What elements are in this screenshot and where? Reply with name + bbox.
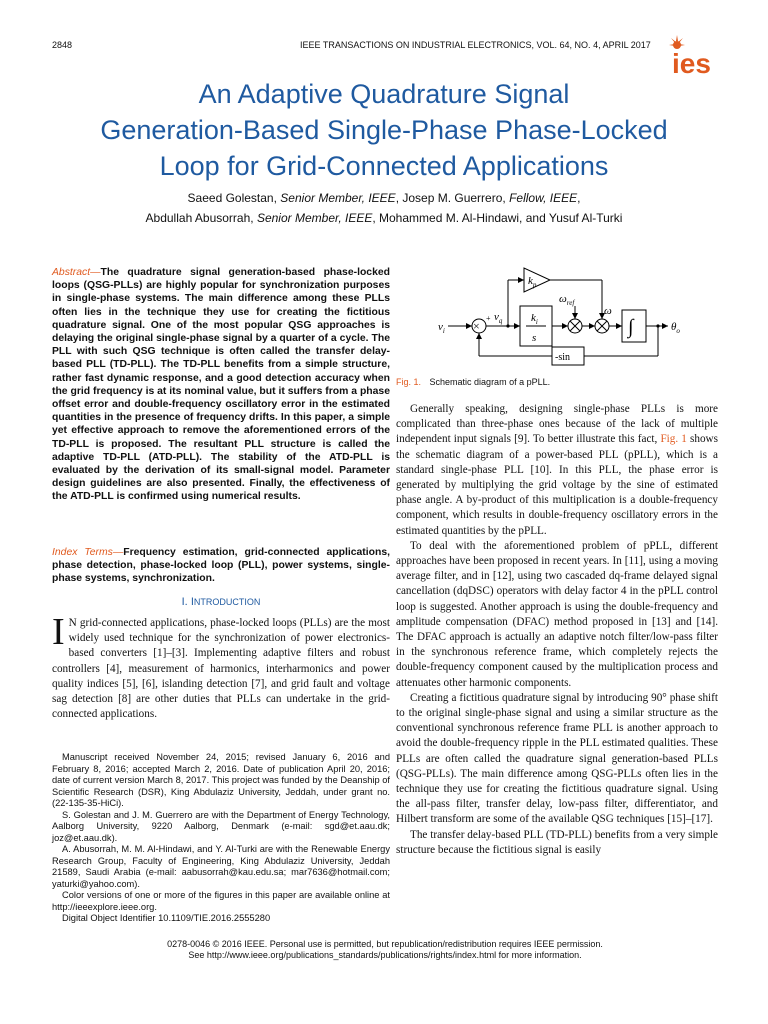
label-ki: $k_i$ [531, 312, 538, 326]
author-rest: , Mohammed M. Al-Hindawi, and Yusuf Al-Turki [372, 211, 623, 225]
paper-title [40, 76, 728, 184]
author-line-2 [40, 208, 728, 228]
author-2-role: Fellow, IEEE [509, 191, 578, 205]
author-1-role: Senior Member, IEEE [280, 191, 396, 205]
page-number: 2848 [52, 40, 73, 50]
integral-symbol: ∫ [628, 316, 634, 338]
section-heading [52, 596, 390, 608]
intro-text: N grid-connected applications, phase-locked loops (PLLs) are the most widely used technique for the synchronization of power electronics-based converters [1]–[3]. Implementing adaptive filters and robust controllers [4], measurement of harmonics, interharmonics and power quality indices [5], [6], islanding detection [7], and grid fault and voltage sag detection [8] are other duties that PLLs can undertake in the grid-connected applications. [52, 617, 390, 721]
section-numeral: I. [181, 596, 188, 608]
paragraph-2: To deal with the aforementioned problem of pPLL, different approaches have been proposed in recent years. In [11], using a moving average filter, and in [12], using two cascaded dq-frame delayed signal cancellation (dqDSC) operators with delay factor 4 in the pPLL control loop is suggested. Another approach is using the double-frequency and amplitude compensation (DFAC) method proposed in [13] and [14]. The DFAC approach is actually an adaptive notch filter/low-pass filter in the synchronous reference frame, which completely rejects the double-frequency component caused by the multiplication process and attenuates other harmonic components. [396, 539, 718, 689]
ies-logo [668, 33, 720, 77]
section-title-rest: NTRODUCTION [193, 597, 261, 607]
author-line-1 [40, 188, 728, 208]
paragraph-4: The transfer delay-based PLL (TD-PLL) benefits from a very simple structure because the fictitious signal is easily [396, 828, 718, 856]
author-list [40, 188, 728, 228]
footnote-affiliation-1: S. Golestan and J. M. Guerrero are with the Department of Energy Technology, Aalborg University, 9220 Aalborg, Denmark (e-mail: sgd@et.aau.dk; joz@et.aau.dk). [52, 809, 390, 843]
abstract-label: Abstract— [52, 267, 101, 278]
copyright-line-1: 0278-0046 © 2016 IEEE. Personal use is permitted, but republication/redistribution requires IEEE permission. [167, 939, 603, 949]
paragraph-1 [396, 402, 718, 539]
author-3-role: Senior Member, IEEE [256, 211, 373, 225]
figure-1-diagram [400, 258, 718, 370]
journal-header: IEEE TRANSACTIONS ON INDUSTRIAL ELECTRONICS, VOL. 64, NO. 4, APRIL 2017 [300, 40, 651, 50]
drop-cap: I [52, 611, 65, 653]
plus-sign: + [486, 314, 491, 323]
footnote-manuscript: Manuscript received November 24, 2015; revised January 6, 2016 and February 8, 2016; accepted March 2, 2016. Date of publication April 20, 2016; date of current version March 8, 2017. This project was funded by the Deanship of Scientific Research (DSR), King Abdulaziz University, Jeddah, under grant no. (22-135-35-HiCi). [52, 752, 390, 808]
title-line-2: Generation-Based Single-Phase Phase-Locked [100, 115, 668, 145]
author-2-end: , [577, 191, 581, 205]
figure-1-caption-text: Schematic diagram of a pPLL. [429, 377, 551, 387]
author-1: Saeed Golestan, [187, 191, 277, 205]
label-omega-ref: $\omega_{ref}$ [559, 293, 575, 307]
paragraph-1-text-b: shows the schematic diagram of a power-based PLL (pPLL), which is a standard single-phase PLL [10]. In this PLL, the phase error is generated by multiplying the grid voltage by the sine of estimated phase angle. A by-product of this multiplication is a double-frequency component, which results in double-frequency oscillatory errors in the estimated quantities by the pPLL. [396, 433, 718, 537]
label-vq: $v_q$ [494, 311, 503, 325]
footnotes [52, 752, 390, 925]
integrator-block [622, 310, 646, 342]
label-s: s [532, 332, 537, 344]
copyright-line-2: See http://www.ieee.org/publications_standards/publications/rights/index.html for more information. [188, 950, 582, 960]
author-2: , Josep M. Guerrero, [395, 191, 506, 205]
footnote-doi: Digital Object Identifier 10.1109/TIE.2016.2555280 [62, 913, 271, 923]
title-line-3: Loop for Grid-Connected Applications [159, 151, 609, 181]
abstract [52, 266, 390, 504]
multiplier-1-symbol: × [473, 319, 480, 333]
section-title-first: I [190, 596, 194, 608]
footnote-color: Color versions of one or more of the figures in this paper are available online at http://ieeexplore.ieee.org. [52, 890, 390, 912]
abstract-text: The quadrature signal generation-based phase-locked loops (QSG-PLLs) are highly popular for synchronization purposes in single-phase systems. The main difference among these PLLs often lies in the technique they use for creating the fictitious quadrature signal. One of the most popular QSG approaches is delaying the original single-phase signal by a quarter of a cycle. The PLL with such QSG technique is often called the transfer delay-based PLL (TD-PLL). The TD-PLL benefits from a simple structure, rather fast dynamic response, and a good detection accuracy when the grid frequency is at its nominal value, but it suffers from a phase offset error and double-frequency oscillatory error in the estimated quantities in the presence of frequency drifts. In this paper, a simple yet effective approach to remove the aforementioned errors of the TD-PLL is proposed. The resultant PLL structure is called the adaptive TD-PLL (ATD-PLL). The stability of the ATD-PLL is evaluated by the derivation of its small-signal model. Parameter design guidelines are also presented. Finally, the effectiveness of the ATD-PLL is confirmed using numerical results. [52, 267, 390, 503]
paragraph-1-text-a: Generally speaking, designing single-phase PLLs is more complicated than three-phase ones because of the lack of multiple independent input signals [9]. To better illustrate this fact, [396, 403, 718, 446]
figure-1-caption [396, 377, 718, 387]
label-vi: $v_i$ [438, 321, 445, 335]
label-kp: $k_p$ [528, 275, 537, 289]
label-theta-o: $\theta_o$ [671, 321, 680, 335]
index-terms-label: Index Terms— [52, 547, 124, 558]
author-3: Abdullah Abusorrah, [145, 211, 254, 225]
index-terms-text: Frequency estimation, grid-connected applications, phase detection, phase-locked loop (PLL), power systems, single-phase systems, synchronization. [52, 547, 390, 585]
paragraph-3: Creating a fictitious quadrature signal by introducing 90° phase shift to the original single-phase signal and using a similar structure as the conventional synchronous reference frame PLL is another approach to avoid the double-frequency ripple in the PLL estimated qualities. These PLLs are often called the quadrature signal generation-based PLLs (QSG-PLLs). The main difference among QSG-PLLs often lies in the technique they use for creating the fictitious quadrature signal. Using the all-pass filter, transfer delay, low-pass filter, differentiator, and Hilbert transform are some of the available QSG techniques [15]–[17]. [396, 691, 718, 826]
fig-1-link[interactable]: Fig. 1 [660, 433, 687, 446]
label-neg-sin: -sin [555, 352, 570, 363]
copyright-notice [52, 939, 718, 961]
title-line-1: An Adaptive Quadrature Signal [198, 79, 570, 109]
footnote-affiliation-2: A. Abusorrah, M. M. Al-Hindawi, and Y. Al-Turki are with the Renewable Energy Research Group, Faculty of Engineering, King Abdulaziz University, Jeddah 21589, Saudi Arabia (e-mail: aabusorrah@kau.edu.sa; mar7636@hotmail.com; yaturki@yahoo.com). [52, 844, 390, 889]
label-omega: ω [604, 305, 612, 317]
logo-text: ies [672, 48, 711, 77]
right-column-body [396, 402, 718, 858]
intro-paragraph [52, 611, 390, 722]
figure-1-label: Fig. 1. [396, 377, 422, 387]
index-terms [52, 546, 390, 586]
